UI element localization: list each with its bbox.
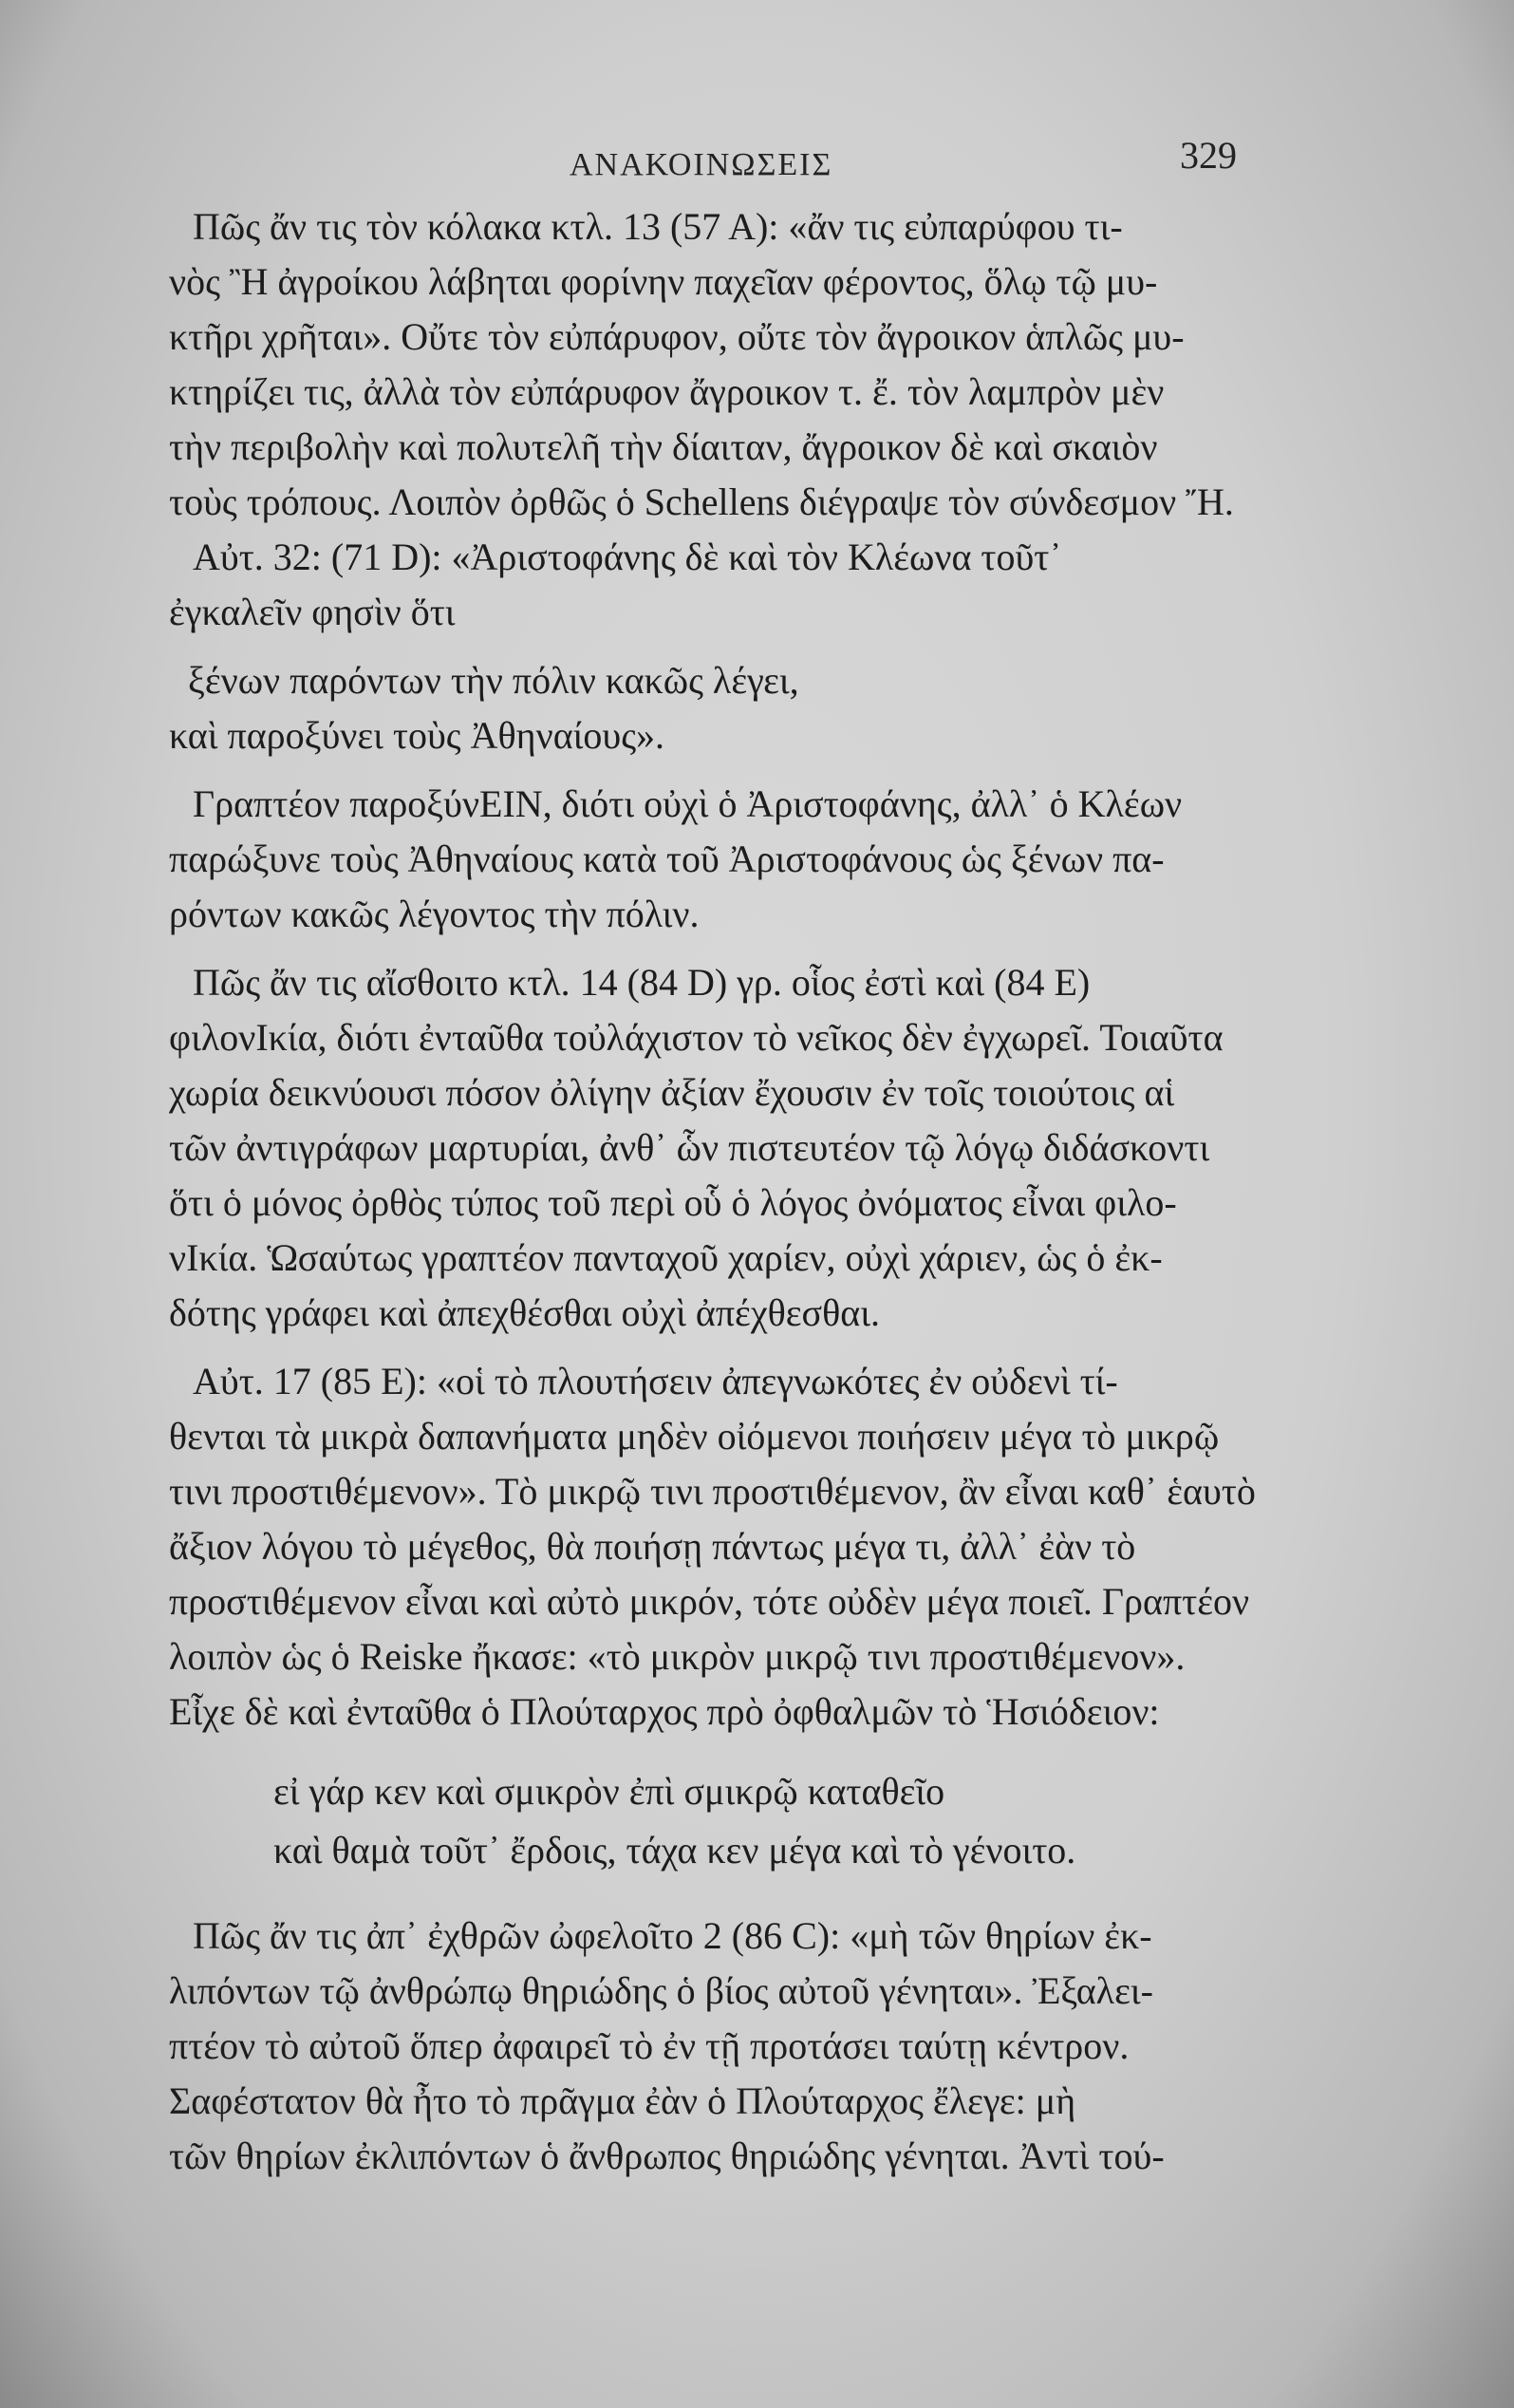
text-line: ἄξιον λόγου τὸ μέγεθος, θὰ ποιήσῃ πάντως μέγα τι, ἀλλ᾽ ἐὰν τὸ — [169, 1525, 1136, 1568]
quote-line: ξένων παρόντων τὴν πόλιν κακῶς λέγει, — [188, 659, 799, 702]
text-line: παρώξυνε τοὺς Ἀθηναίους κατὰ τοῦ Ἀριστοφάνους ὡς ξένων πα- — [169, 837, 1165, 880]
text-line: ἐγκαλεῖν φησὶν ὅτι — [169, 591, 456, 633]
text-line: προστιθέμενον εἶναι καὶ αὐτὸ μικρόν, τότε οὐδὲν μέγα ποιεῖ. Γραπτέον — [169, 1580, 1250, 1623]
text-line: θενται τὰ μικρὰ δαπανήματα μηδὲν οἰόμενοι ποιήσειν μέγα τὸ μικρῷ — [169, 1415, 1220, 1458]
running-header: ΑΝΑΚΟΙΝΩΣΕΙΣ — [570, 147, 833, 182]
text-line: καὶ παροξύνει τοὺς Ἀθηναίους». — [169, 714, 665, 757]
text-line: Εἶχε δὲ καὶ ἐνταῦθα ὁ Πλούταρχος πρὸ ὀφθαλμῶν τὸ Ἡσιόδειον: — [169, 1690, 1160, 1733]
text-line: κτηρίζει τις, ἀλλὰ τὸν εὐπάρυφον ἄγροικον τ. ἔ. τὸν λαμπρὸν μὲν — [169, 370, 1165, 413]
page-number: 329 — [1180, 134, 1237, 177]
text-line: λοιπὸν ὡς ὁ Reiske ἤκασε: «τὸ μικρὸν μικρῷ τινι προστιθέμενον». — [169, 1635, 1186, 1678]
text-line: Αὐτ. 32: (71 D): «Ἀριστοφάνης δὲ καὶ τὸν Κλέωνα τοῦτ᾽ — [193, 536, 1062, 578]
text-line: Σαφέστατον θὰ ἦτο τὸ πρᾶγμα ἐὰν ὁ Πλούταρχος ἔλεγε: μὴ — [169, 2079, 1076, 2122]
text-line: Πῶς ἄν τις ἀπ᾽ ἐχθρῶν ὠφελοῖτο 2 (86 C): «μὴ τῶν θηρίων ἐκ- — [193, 1914, 1152, 1957]
text-line: τινι προστιθέμενον». Τὸ μικρῷ τινι προστιθέμενον, ἂν εἶναι καθ᾽ ἑαυτὸ — [169, 1470, 1256, 1513]
text-line: Αὐτ. 17 (85 Ε): «οἱ τὸ πλουτήσειν ἀπεγνωκότες ἐν οὐδενὶ τί- — [193, 1360, 1118, 1402]
text-line: νΙκία. Ὡσαύτως γραπτέον πανταχοῦ χαρίεν, οὐχὶ χάριεν, ὡς ὁ ἐκ- — [169, 1236, 1163, 1279]
text-line: κτῆρι χρῆται». Οὔτε τὸν εὐπάρυφον, οὔτε τὸν ἄγροικον ἁπλῶς μυ- — [169, 315, 1185, 358]
text-line: φιλονΙκία, διότι ἐνταῦθα τοὐλάχιστον τὸ νεῖκος δὲν ἐγχωρεῖ. Τοιαῦτα — [169, 1016, 1224, 1059]
text-line: νὸς Ἢ ἀγροίκου λάβηται φορίνην παχεῖαν φέροντος, ὅλῳ τῷ μυ- — [169, 260, 1158, 303]
text-line: ρόντων κακῶς λέγοντος τὴν πόλιν. — [169, 893, 700, 935]
text-line: τὴν περιβολὴν καὶ πολυτελῆ τὴν δίαιταν, ἄγροικον δὲ καὶ σκαιὸν — [169, 425, 1158, 468]
verse-line: εἰ γάρ κεν καὶ σμικρὸν ἐπὶ σμικρῷ καταθεῖο — [273, 1770, 945, 1813]
text-line: Γραπτέον παροξύνΕΙΝ, διότι οὐχὶ ὁ Ἀριστοφάνης, ἀλλ᾽ ὁ Κλέων — [193, 782, 1183, 825]
verse-line: καὶ θαμὰ τοῦτ᾽ ἔρδοις, τάχα κεν μέγα καὶ τὸ γένοιτο. — [273, 1829, 1076, 1872]
text-line: λιπόντων τῷ ἀνθρώπῳ θηριώδης ὁ βίος αὐτοῦ γένηται». Ἐξαλει- — [169, 1969, 1153, 2012]
text-line: χωρία δεικνύουσι πόσον ὀλίγην ἀξίαν ἔχουσιν ἐν τοῖς τοιούτοις αἱ — [169, 1071, 1175, 1114]
text-line: τοὺς τρόπους. Λοιπὸν ὀρθῶς ὁ Schellens διέγραψε τὸν σύνδεσμον Ἤ. — [169, 480, 1234, 523]
body-text — [169, 199, 1308, 2184]
text-line: δότης γράφει καὶ ἀπεχθέσθαι οὐχὶ ἀπέχθεσθαι. — [169, 1291, 880, 1334]
text-line: ὅτι ὁ μόνος ὀρθὸς τύπος τοῦ περὶ οὗ ὁ λόγος ὀνόματος εἶναι φιλο- — [169, 1181, 1177, 1224]
text-line: Πῶς ἄν τις τὸν κόλακα κτλ. 13 (57 Α): «ἄν τις εὐπαρύφου τι- — [193, 205, 1123, 248]
text-line: τῶν θηρίων ἐκλιπόντων ὁ ἄνθρωπος θηριώδης γένηται. Ἀντὶ τού- — [169, 2135, 1165, 2177]
text-line: τῶν ἀντιγράφων μαρτυρίαι, ἀνθ᾽ ὧν πιστευτέον τῷ λόγῳ διδάσκοντι — [169, 1126, 1210, 1169]
text-line: πτέον τὸ αὐτοῦ ὅπερ ἀφαιρεῖ τὸ ἐν τῇ προτάσει ταύτῃ κέντρον. — [169, 2024, 1130, 2067]
text-line: Πῶς ἄν τις αἴσθοιτο κτλ. 14 (84 D) γρ. οἷος ἐστὶ καὶ (84 Ε) — [193, 961, 1091, 1004]
